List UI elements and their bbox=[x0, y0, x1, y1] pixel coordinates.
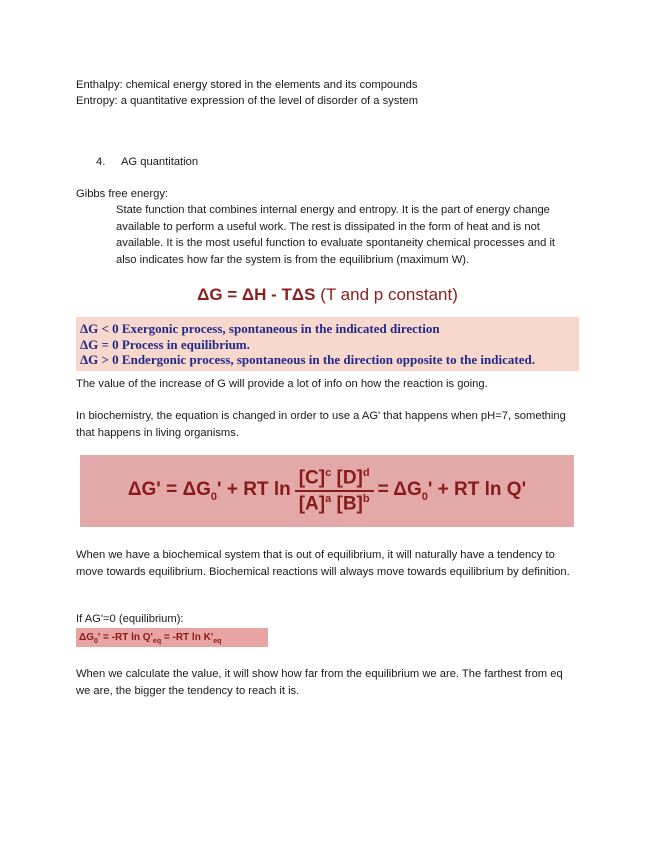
biochem-equation-box bbox=[80, 455, 574, 527]
eq-fraction bbox=[295, 467, 374, 516]
value-paragraph: The value of the increase of G will provide a lot of info on how the reaction is going. bbox=[76, 378, 488, 390]
criteria-exergonic: ΔG < 0 Exergonic process, spontaneous in the indicated direction bbox=[80, 321, 440, 336]
entropy-line: Entropy: a quantitative expression of the level of disorder of a system bbox=[76, 95, 419, 107]
biochem-paragraph: In biochemistry, the equation is changed in order to use a AG' that happens when pH=7, something that happens in living organisms. bbox=[76, 410, 566, 439]
gibbs-equation-main: ΔG = ΔH - TΔS bbox=[197, 285, 316, 304]
eq-rhs: = $\Delta G_0'$ + RT ln Q' bbox=[377, 479, 527, 503]
section-title: AG quantitation bbox=[120, 156, 199, 168]
gibbs-definition: State function that combines internal energy and entropy. It is the part of energy change available to perform a useful work. The rest is dissipated in the form of heat and is not available. It is the most useful function to evaluate spontaneity chemical processes and it also indicates how far the system is from the equilibrium (maximum W). bbox=[116, 204, 556, 266]
gibbs-equation bbox=[0, 285, 655, 305]
enthalpy-line: Enthalpy: chemical energy stored in the elements and its compounds bbox=[76, 79, 418, 91]
equilibrium-paragraph: When we have a biochemical system that is out of equilibrium, it will naturally have a tendency to move towards equilibrium. Biochemical reactions will always move towards equilibrium by definition. bbox=[76, 549, 570, 578]
final-paragraph: When we calculate the value, it will show how far from the equilibrium we are. The farthest from eq we are, the bigger the tendency to reach it is. bbox=[76, 668, 563, 697]
gibbs-equation-condition: (T and p constant) bbox=[320, 285, 458, 304]
gibbs-label: Gibbs free energy: bbox=[76, 188, 169, 200]
criteria-equilibrium: ΔG = 0 Process in equilibrium. bbox=[80, 336, 250, 352]
if-equilibrium-line: If AG'=0 (equilibrium): bbox=[76, 613, 184, 625]
equilibrium-equation: $\Delta G_0' = -RT$ $\ln Q'_{eq} = -RT$ $\ln K'_{eq}$ bbox=[76, 628, 268, 647]
section-heading bbox=[96, 154, 596, 171]
eq-lhs: $\Delta G' = \Delta G_0'$ + RT ln bbox=[127, 479, 291, 503]
criteria-endergonic: ΔG > 0 Endergonic process, spontaneous in the direction opposite to the indicated. bbox=[80, 352, 535, 367]
biochem-equation bbox=[80, 455, 574, 527]
eq-denominator: $[A]^a$ $[B]^b$ bbox=[298, 493, 370, 515]
criteria-box bbox=[76, 317, 579, 371]
eq-numerator: $[C]^c$ $[D]^d$ bbox=[295, 467, 374, 492]
section-number: 4. bbox=[96, 156, 106, 168]
